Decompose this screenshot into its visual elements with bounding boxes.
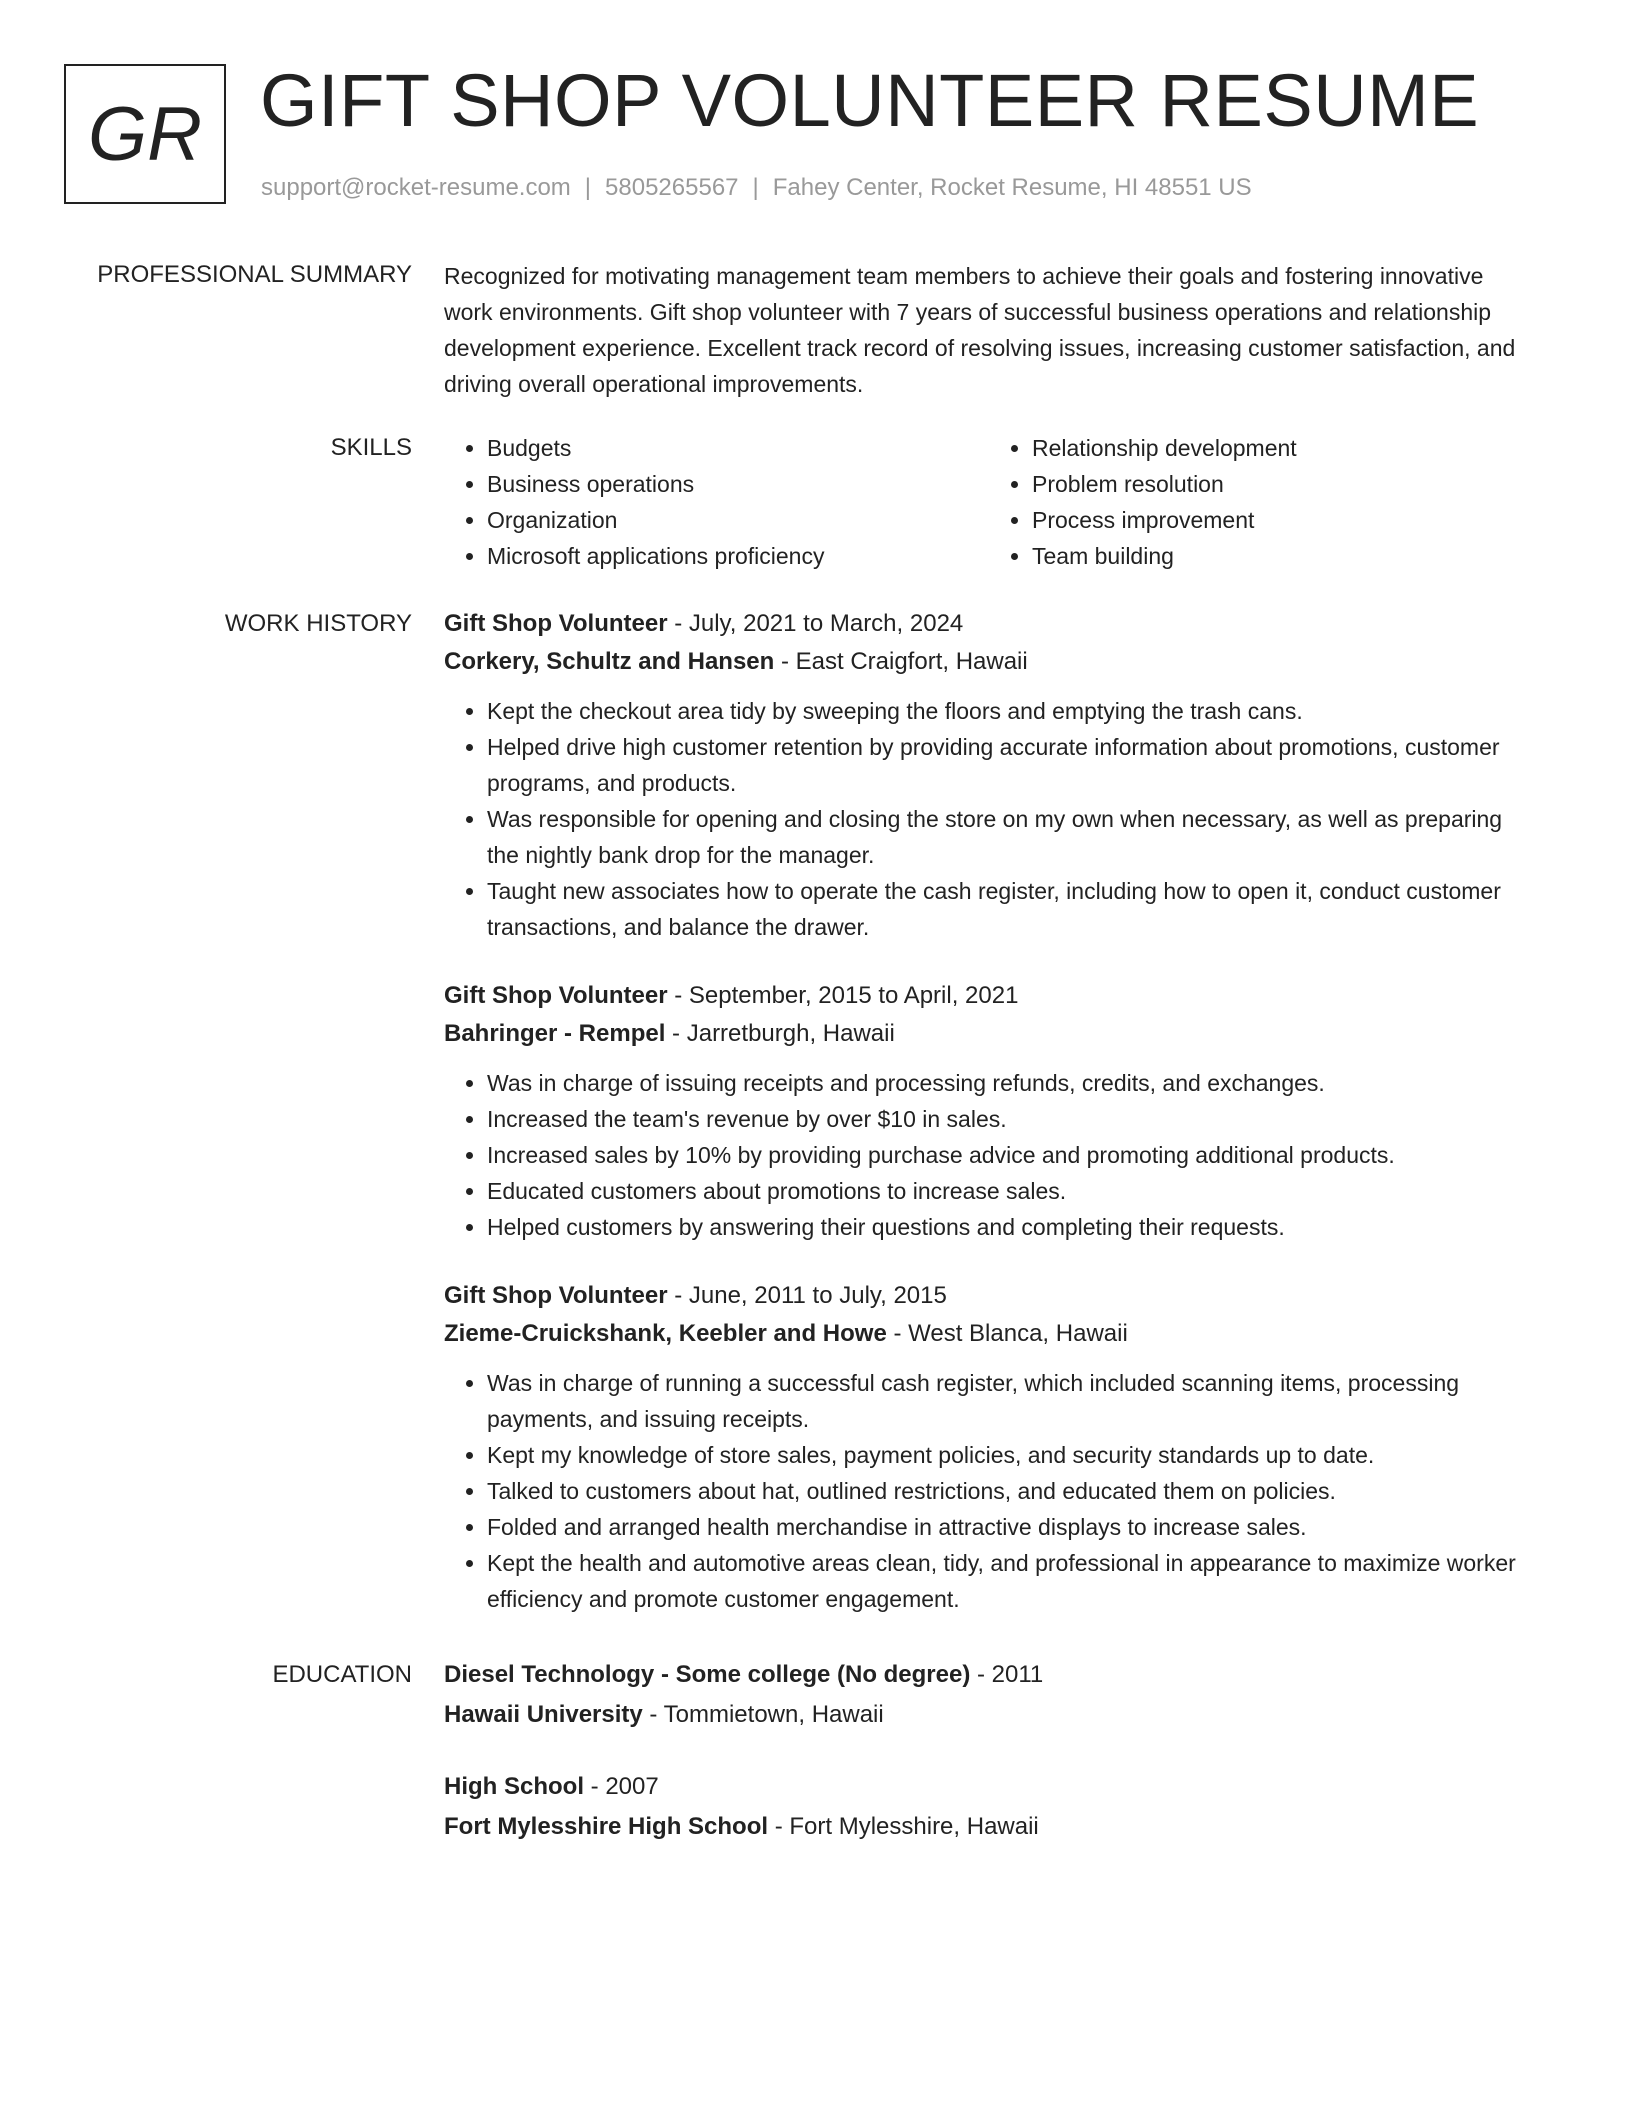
job-bullet: • Increased the team's revenue by over $10 in sales. [487,1101,1534,1137]
job-company-line [444,643,1534,681]
skills-list-left [444,430,989,574]
job-dates: - September, 2015 to April, 2021 [667,982,1019,1009]
skill-item: • Team building [1032,538,1534,574]
section-heading-skills: SKILLS [330,434,412,461]
resume-title: GIFT SHOP VOLUNTEER RESUME [260,59,1480,142]
job-bullets [444,1365,1534,1617]
job-entry [444,605,1534,945]
monogram-logo: GR [64,64,226,204]
job-bullet: • Educated customers about promotions to increase sales. [487,1173,1534,1209]
education-year: - 2011 [970,1661,1044,1688]
job-bullet: • Was in charge of running a successful cash register, which included scanning items, processing payments, and issuing receipts. [487,1365,1534,1437]
section-heading-summary: PROFESSIONAL SUMMARY [97,261,412,288]
education-degree: Diesel Technology - Some college (No degree) [444,1661,971,1688]
education-year: - 2007 [584,1773,659,1800]
skills-list-right [989,430,1534,574]
job-dates: - June, 2011 to July, 2015 [667,1282,947,1309]
job-company: Bahringer - Rempel [444,1020,666,1047]
job-bullets [444,693,1534,945]
job-bullet: • Kept the health and automotive areas clean, tidy, and professional in appearance to maximize worker efficiency and promote customer engagement. [487,1545,1534,1617]
job-title-line [444,977,1534,1015]
education-entry [444,1655,1534,1735]
education-location: - Tommietown, Hawaii [642,1701,884,1728]
education-school-line [444,1807,1534,1847]
job-bullets [444,1065,1534,1245]
job-location: - Jarretburgh, Hawaii [665,1020,895,1047]
education-school-line [444,1695,1534,1735]
job-bullet: • Was in charge of issuing receipts and processing refunds, credits, and exchanges. [487,1065,1534,1101]
job-bullet: • Talked to customers about hat, outlined restrictions, and educated them on policies. [487,1473,1534,1509]
job-title-line [444,605,1534,643]
job-bullet: • Kept the checkout area tidy by sweeping the floors and emptying the trash cans. [487,693,1534,729]
education-location: - Fort Mylesshire, Hawaii [768,1813,1039,1840]
job-company-line [444,1315,1534,1353]
education-degree: High School [444,1773,584,1800]
contact-phone[interactable]: 5805265567 [605,174,739,201]
contact-separator: | [584,174,592,201]
contact-address: Fahey Center, Rocket Resume, HI 48551 US [772,174,1252,201]
job-bullet: • Helped customers by answering their questions and completing their requests. [487,1209,1534,1245]
job-company: Corkery, Schultz and Hansen [444,648,775,675]
skill-item: • Relationship development [1032,430,1534,466]
job-dates: - July, 2021 to March, 2024 [667,610,964,637]
section-heading-work: WORK HISTORY [224,610,412,637]
resume-header [64,59,1564,214]
skills-body [444,430,1534,574]
education-degree-line [444,1767,1534,1807]
job-bullet: • Folded and arranged health merchandise in attractive displays to increase sales. [487,1509,1534,1545]
skills-grid [444,430,1534,574]
education-entry [444,1767,1534,1847]
job-company: Zieme-Cruickshank, Keebler and Howe [444,1320,887,1347]
contact-line [261,174,1252,202]
summary-text: Recognized for motivating management team members to achieve their goals and fostering innovative work environments. Gift shop volunteer with 7 years of successful business operations and relationship development experience. Excellent track record of resolving issues, increasing customer satisfaction, and driving overall operational improvements. [444,263,1516,397]
education-school: Fort Mylesshire High School [444,1813,769,1840]
job-title: Gift Shop Volunteer [444,1282,668,1309]
education-school: Hawaii University [444,1701,643,1728]
job-location: - West Blanca, Hawaii [886,1320,1128,1347]
job-title: Gift Shop Volunteer [444,610,668,637]
job-bullet: • Helped drive high customer retention by providing accurate information about promotions, customer programs, and products. [487,729,1534,801]
job-title-line [444,1277,1534,1315]
section-heading-education: EDUCATION [272,1661,412,1688]
job-bullet: • Was responsible for opening and closing the store on my own when necessary, as well as preparing the nightly bank drop for the manager. [487,801,1534,873]
skill-item: • Organization [487,502,989,538]
skill-item: • Budgets [487,430,989,466]
job-location: - East Craigfort, Hawaii [774,648,1028,675]
contact-email[interactable]: support@rocket-resume.com [261,174,571,201]
job-bullet: • Increased sales by 10% by providing purchase advice and promoting additional products. [487,1137,1534,1173]
education-body [444,1655,1534,1879]
skill-item: • Microsoft applications proficiency [487,538,989,574]
work-history-body [444,605,1534,1649]
job-bullet: • Kept my knowledge of store sales, payment policies, and security standards up to date. [487,1437,1534,1473]
skill-item: • Process improvement [1032,502,1534,538]
job-entry [444,1277,1534,1617]
job-title: Gift Shop Volunteer [444,982,668,1009]
job-entry [444,977,1534,1245]
summary-body [444,258,1534,402]
skill-item: • Business operations [487,466,989,502]
skill-item: • Problem resolution [1032,466,1534,502]
education-degree-line [444,1655,1534,1695]
contact-separator: | [752,174,759,201]
job-bullet: • Taught new associates how to operate the cash register, including how to open it, conduct customer transactions, and balance the drawer. [487,873,1534,945]
job-company-line [444,1015,1534,1053]
